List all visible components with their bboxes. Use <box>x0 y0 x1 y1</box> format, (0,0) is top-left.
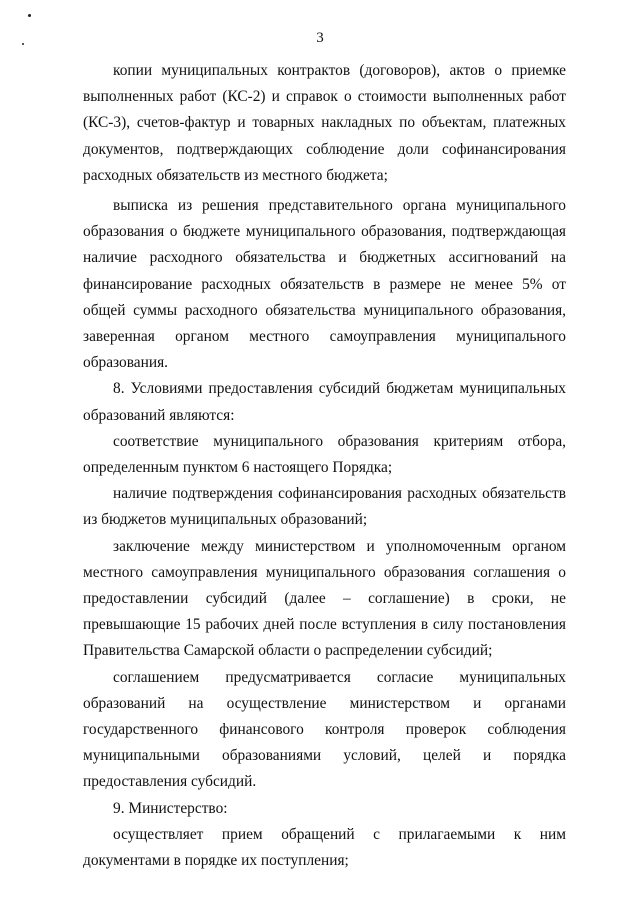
page-number: 3 <box>316 30 324 46</box>
paragraph-ministry-reception: осуществляет прием обращений с прилагаемыми к ним документами в порядке их поступления; <box>83 825 566 870</box>
paragraph-documents-list: копии муниципальных контрактов (договоров), актов о приемке выполненных работ (КС-2) и справок о стоимости выполненных работ (КС-3), счетов-фактур и товарных накладных по объектам, платежных документов, подтверждающих соблюдение доли софинансирования расходных обязательств из местного бюджета; <box>83 62 566 184</box>
paragraph-consent: соглашением предусматривается согласие муниципальных образований на осуществление министерством и органами государственного финансового контроля проверок соблюдения муниципальными образованиями условий, целей и порядка предоставления субсидий. <box>83 668 566 791</box>
paragraph-conditions-heading: 8. Условиями предоставления субсидий бюджетам муниципальных образований являются: <box>83 380 566 424</box>
paragraph-budget-extract: выписка из решения представительного органа муниципального образования о бюджете муниципального образования, подтверждающая наличие расходного обязательства и бюджетных ассигнований на финансирование расходных обязательств в размере не менее 5% от общей суммы расходного обязательства муниципального образования, заверенная органом местного самоуправления муниципального образования. <box>83 197 566 372</box>
paragraph-agreement: заключение между министерством и уполномоченным органом местного самоуправления муниципального образования соглашения о предоставлении субсидий (далее – соглашение) в сроки, не превышающие 15 рабочих дней после вступления в силу постановления Правительства Самарской области о распределении субсидий; <box>83 537 566 660</box>
scan-speck <box>28 14 31 17</box>
body-text <box>83 58 566 874</box>
paragraph-cofinancing: наличие подтверждения софинансирования расходных обязательств из бюджетов муниципальных образований; <box>83 485 566 529</box>
paragraph-criteria-compliance: соответствие муниципального образования критериям отбора, определенным пунктом 6 настоящего Порядка; <box>83 432 566 477</box>
paragraph-ministry-heading: 9. Министерство: <box>113 799 228 817</box>
